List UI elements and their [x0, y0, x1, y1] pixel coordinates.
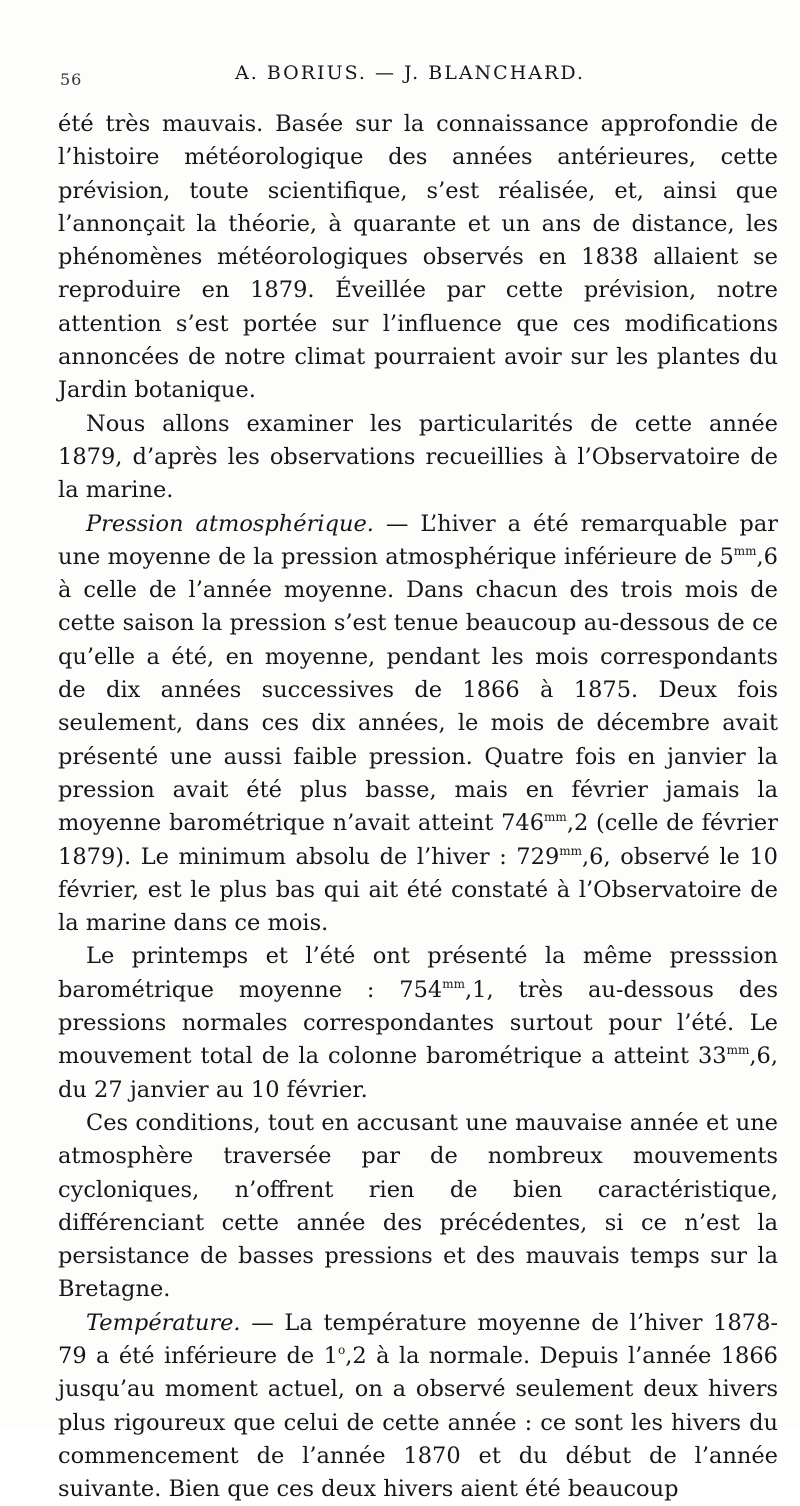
paragraph-conditions: Ces conditions, tout en accusant une mauvaise année et une atmosphère traversée par de nombreux mouvements cycloniques, n’offrent rien de bien caractéristique, différenciant cette année des précédentes, si ce n’est la persistance de basses pressions et des mauvais temps sur la Bretagne.	[58, 1109, 778, 1303]
unit-mm-4: mm	[442, 976, 466, 991]
section-heading-pression: Pression atmosphérique.	[86, 510, 374, 537]
paragraph-1: été très mauvais. Basée sur la connaissance approfondie de l’histoire météorologique des années antérieures, cette prévision, toute scientifique, s’est réalisée, et, ainsi que l’annonçait la théorie, à quarante et un ans de distance, les phénomènes météorologiques observés en 1838 allaient se reproduire en 1879. Éveillée par cette prévision, notre attention s’est portée sur l’influence que ces modifications annoncées de notre climat pourraient avoir sur les plantes du Jardin botanique.	[58, 111, 778, 404]
page-number: 56	[60, 70, 83, 89]
degree-mark: o	[337, 1342, 346, 1357]
paragraph-temperature	[58, 1307, 778, 1506]
pression-text-1: — L’hiver a été remarquable par une moyenne de la pression atmosphérique inférieure de 5	[58, 510, 778, 570]
running-head: A. BORIUS. — J. BLANCHARD.	[235, 62, 585, 84]
temperature-text-2: ,2 à la normale. Depuis l’année 1866 jusqu’au moment actuel, on a observé seulement deux hivers plus rigoureux que celui de cette année : ce sont les hivers du commencement de l’année 1870 et du début de l’année suivante. Bien que ces deux hivers aient été beaucoup	[58, 1342, 778, 1503]
page-header	[60, 62, 760, 92]
paragraph-2: Nous allons examiner les particularités de cette année 1879, d’après les observations recueillies à l’Observatoire de la marine.	[58, 410, 778, 504]
unit-mm-3: mm	[559, 843, 583, 858]
unit-mm-5: mm	[726, 1043, 750, 1058]
pression-text-3: ,2 (celle de février 1879). Le minimum absolu de l’hiver : 729	[58, 810, 778, 870]
printemps-text-1: Le printemps et l’été ont présenté la même presssion barométrique moyenne : 754	[58, 943, 778, 1003]
printemps-text-2: ,1, très au-dessous des pressions normales correspondantes surtout pour l’été. Le mouvement total de la colonne barométrique a atteint 33	[58, 976, 778, 1070]
unit-mm-1: mm	[733, 543, 757, 558]
paragraph-printemps	[58, 940, 778, 1106]
body-text	[58, 108, 778, 1506]
section-heading-temperature: Température.	[86, 1309, 241, 1336]
unit-mm-2: mm	[544, 810, 567, 825]
paragraph-pression	[58, 508, 778, 941]
pression-text-4: ,6, observé le 10 février, est le plus bas qui ait été constaté à l’Observatoire de la marine dans ce mois.	[58, 843, 779, 937]
temperature-text-1: — La température moyenne de l’hiver 1878-79 a été inférieure de 1	[58, 1309, 778, 1369]
printemps-text-3: ,6, du 27 janvier au 10 février.	[58, 1043, 778, 1103]
pression-text-2: ,6 à celle de l’année moyenne. Dans chacun des trois mois de cette saison la pression s’est tenue beaucoup au-dessous de ce qu’elle a été, en moyenne, pendant les mois correspondants de dix années successives de 1866 à 1875. Deux fois seulement, dans ces dix années, le mois de décembre avait présenté une aussi faible pression. Quatre fois en janvier la pression avait été plus basse, mais en février jamais la moyenne barométrique n’avait atteint 746	[58, 543, 778, 837]
